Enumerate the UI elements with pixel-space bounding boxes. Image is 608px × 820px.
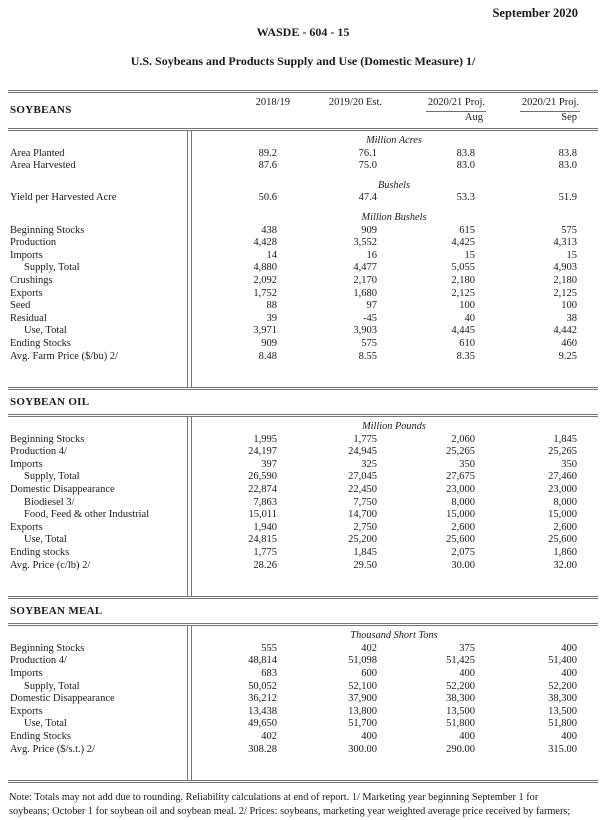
cell-value: 8,000 [451, 496, 475, 508]
row-label: Domestic Disappearance [10, 484, 115, 496]
section-body-soybean-meal [8, 626, 598, 780]
cell-value: -45 [363, 312, 377, 324]
cell-value: 290.00 [446, 743, 475, 755]
unit-label: Thousand Short Tons [350, 630, 438, 642]
cell-value: 397 [261, 458, 277, 470]
table-row [8, 338, 598, 351]
cell-value: 1,940 [253, 521, 277, 533]
cell-value: 24,197 [248, 446, 277, 458]
row-label: Avg. Price ($/s.t.) 2/ [10, 743, 95, 755]
cell-value: 37,900 [348, 693, 377, 705]
cell-value: 51,800 [548, 718, 577, 730]
cell-value: 26,590 [248, 471, 277, 483]
cell-value: 13,438 [248, 705, 277, 717]
cell-value: 52,100 [348, 680, 377, 692]
table-row [8, 497, 598, 510]
table-row [8, 300, 598, 313]
row-label: Supply, Total [24, 680, 80, 692]
cell-value: 909 [261, 337, 277, 349]
row-label: Domestic Disappearance [10, 693, 115, 705]
cell-value: 83.0 [558, 160, 577, 172]
cell-value: 8.55 [358, 350, 377, 362]
cell-value: 89.2 [258, 147, 277, 159]
column-header-block [8, 93, 598, 128]
table-row [8, 509, 598, 522]
section-body-soybeans [8, 131, 598, 387]
cell-value: 315.00 [548, 743, 577, 755]
cell-value: 2,180 [451, 274, 475, 286]
cell-value: 27,045 [348, 471, 377, 483]
table-row [8, 731, 598, 744]
cell-value: 23,000 [548, 484, 577, 496]
cell-value: 909 [361, 224, 377, 236]
cell-value: 4,313 [553, 237, 577, 249]
cell-value: 76.1 [358, 147, 377, 159]
cell-value: 30.00 [451, 559, 475, 571]
cell-value: 27,675 [446, 471, 475, 483]
cell-value: 38,300 [548, 693, 577, 705]
unit-label: Million Acres [366, 135, 422, 146]
unit-row [8, 135, 598, 148]
cell-value: 51,700 [348, 718, 377, 730]
cell-value: 1,995 [253, 433, 277, 445]
table-row [8, 237, 598, 250]
cell-value: 23,000 [446, 484, 475, 496]
cell-value: 402 [361, 642, 377, 654]
table-row [8, 668, 598, 681]
section-title-soybeans: SOYBEANS [10, 104, 72, 116]
table-row [8, 744, 598, 757]
cell-value: 400 [459, 668, 475, 679]
cell-value: 3,903 [353, 325, 377, 337]
cell-value: 2,075 [451, 547, 475, 559]
cell-value: 460 [561, 337, 577, 349]
table-row [8, 471, 598, 484]
cell-value: 438 [261, 224, 277, 236]
section-title-soybean-meal: SOYBEAN MEAL [10, 605, 103, 618]
cell-value: 15,000 [548, 509, 577, 521]
cell-value: 2,170 [353, 274, 377, 286]
row-label: Seed [10, 300, 31, 312]
page-title: U.S. Soybeans and Products Supply and Use (Domestic Measure) 1/ [130, 54, 476, 68]
cell-value: 38,300 [446, 693, 475, 705]
cell-value: 683 [261, 668, 277, 679]
cell-value: 350 [561, 458, 577, 470]
supply-use-table [8, 90, 598, 783]
table-row [8, 706, 598, 719]
cell-value: 22,450 [348, 484, 377, 496]
col-header-2020-21-proj-aug: 2020/21 Proj. [394, 95, 496, 110]
cell-value: 49,650 [248, 718, 277, 730]
row-label: Residual [10, 312, 47, 324]
cell-value: 13,500 [446, 705, 475, 717]
table-row [8, 288, 598, 301]
cell-value: 83.8 [558, 147, 577, 159]
cell-value: 24,945 [348, 446, 377, 458]
cell-value: 8.48 [258, 350, 277, 362]
cell-value: 25,600 [548, 534, 577, 546]
cell-value: 32.00 [553, 559, 577, 571]
cell-value: 555 [261, 642, 277, 654]
cell-value: 51,425 [446, 655, 475, 667]
table-row [8, 560, 598, 573]
table-row [8, 160, 598, 173]
col-header-2019-20-est: 2019/20 Est. [328, 97, 382, 108]
table-row [8, 655, 598, 668]
cell-value: 24,815 [248, 534, 277, 546]
row-label: Area Planted [10, 147, 65, 159]
cell-value: 4,445 [451, 325, 475, 337]
row-label: Imports [10, 249, 43, 261]
row-label: Use, Total [24, 718, 67, 730]
cell-value: 2,092 [253, 274, 277, 286]
cell-value: 4,903 [553, 262, 577, 274]
row-label: Ending stocks [10, 547, 70, 559]
cell-value: 615 [459, 224, 475, 236]
cell-value: 27,460 [548, 471, 577, 483]
cell-value: 2,180 [553, 274, 577, 286]
cell-value: 2,060 [451, 433, 475, 445]
cell-value: 1,680 [353, 287, 377, 299]
cell-value: 52,200 [548, 680, 577, 692]
cell-value: 13,800 [348, 705, 377, 717]
cell-value: 48,814 [248, 655, 277, 667]
cell-value: 350 [459, 458, 475, 470]
row-label: Production 4/ [10, 446, 67, 458]
rule-after-soybean-meal [8, 780, 598, 783]
row-label: Food, Feed & other Industrial [24, 509, 150, 521]
table-row [8, 547, 598, 560]
cell-value: 51,800 [446, 718, 475, 730]
cell-value: 325 [361, 458, 377, 470]
subcol-sep: Sep [561, 112, 577, 123]
row-label: Area Harvested [10, 160, 76, 172]
cell-value: 40 [464, 312, 475, 324]
cell-value: 2,750 [353, 521, 377, 533]
cell-value: 25,600 [446, 534, 475, 546]
table-row [8, 534, 598, 547]
cell-value: 83.0 [456, 160, 475, 172]
cell-value: 15,011 [248, 509, 277, 521]
cell-value: 51.9 [558, 192, 577, 204]
cell-value: 1,860 [553, 547, 577, 559]
table-row [8, 718, 598, 731]
cell-value: 25,200 [348, 534, 377, 546]
cell-value: 50,052 [248, 680, 277, 692]
cell-value: 610 [459, 337, 475, 349]
table-row [8, 484, 598, 497]
cell-value: 375 [459, 642, 475, 654]
table-row [8, 262, 598, 275]
cell-value: 100 [561, 300, 577, 312]
cell-value: 87.6 [258, 160, 277, 172]
cell-value: 75.0 [358, 160, 377, 172]
footnote [8, 791, 598, 819]
row-label: Avg. Farm Price ($/bu) 2/ [10, 350, 118, 362]
cell-value: 4,428 [253, 237, 277, 249]
cell-value: 575 [561, 224, 577, 236]
cell-value: 39 [266, 312, 277, 324]
cell-value: 53.3 [456, 192, 475, 204]
table-row [8, 325, 598, 338]
cell-value: 400 [561, 668, 577, 679]
report-id: WASDE - 604 - 15 [256, 25, 350, 39]
row-label: Use, Total [24, 534, 67, 546]
unit-row [8, 421, 598, 434]
cell-value: 300.00 [348, 743, 377, 755]
cell-value: 51,400 [548, 655, 577, 667]
cell-value: 575 [361, 337, 377, 349]
cell-value: 4,425 [451, 237, 475, 249]
cell-value: 29.50 [353, 559, 377, 571]
table-row [8, 225, 598, 238]
cell-value: 2,125 [553, 287, 577, 299]
cell-value: 25,265 [446, 446, 475, 458]
cell-value: 36,212 [248, 693, 277, 705]
cell-value: 400 [459, 730, 475, 742]
cell-value: 9.25 [558, 350, 577, 362]
table-row [8, 192, 598, 205]
column-header-row [8, 95, 598, 110]
table-row [8, 313, 598, 326]
row-label: Avg. Price (c/lb) 2/ [10, 559, 91, 571]
row-label: Beginning Stocks [10, 433, 85, 445]
unit-row [8, 212, 598, 225]
cell-value: 88 [266, 300, 277, 312]
row-label: Use, Total [24, 325, 67, 337]
table-sections [8, 131, 598, 783]
cell-value: 600 [361, 668, 377, 679]
cell-value: 97 [366, 300, 377, 312]
cell-value: 1,775 [253, 547, 277, 559]
cell-value: 2,600 [553, 521, 577, 533]
report-date: September 2020 [492, 6, 578, 20]
table-row [8, 693, 598, 706]
section-body-soybean-oil [8, 417, 598, 596]
cell-value: 13,500 [548, 705, 577, 717]
cell-value: 15 [464, 249, 475, 261]
table-row [8, 681, 598, 694]
table-row [8, 351, 598, 364]
row-label: Exports [10, 521, 43, 533]
cell-value: 1,845 [553, 433, 577, 445]
cell-value: 50.6 [258, 192, 277, 204]
row-label: Exports [10, 705, 43, 717]
row-label: Imports [10, 458, 43, 470]
row-label: Production [10, 237, 57, 249]
cell-value: 1,775 [353, 433, 377, 445]
cell-value: 4,880 [253, 262, 277, 274]
col-header-2020-21-proj-sep: 2020/21 Proj. [496, 95, 598, 110]
cell-value: 15 [566, 249, 577, 261]
cell-value: 4,442 [553, 325, 577, 337]
unit-label: Bushels [377, 179, 411, 191]
cell-value: 1,845 [353, 547, 377, 559]
cell-value: 14 [266, 249, 277, 261]
footnote-line-1: Note: Totals may not add due to rounding. Reliability calculations at end of report. 1/ Marketing year beginning September 1 for [9, 792, 539, 804]
row-label: Yield per Harvested Acre [10, 192, 117, 204]
unit-label: Million Pounds [362, 421, 426, 433]
cell-value: 3,552 [353, 237, 377, 249]
row-label: Beginning Stocks [10, 224, 85, 236]
table-row [8, 275, 598, 288]
cell-value: 22,874 [248, 484, 277, 496]
cell-value: 7,863 [253, 496, 277, 508]
cell-value: 400 [561, 642, 577, 654]
cell-value: 3,971 [253, 325, 277, 337]
table-row [8, 434, 598, 447]
row-label: Beginning Stocks [10, 642, 85, 654]
cell-value: 5,055 [451, 262, 475, 274]
table-row [8, 459, 598, 472]
row-label: Ending Stocks [10, 730, 71, 742]
row-label: Biodiesel 3/ [24, 496, 75, 508]
cell-value: 100 [459, 300, 475, 312]
cell-value: 8.35 [456, 350, 475, 362]
col-header-2018-19: 2018/19 [255, 97, 290, 108]
cell-value: 4,477 [353, 262, 377, 274]
cell-value: 400 [561, 730, 577, 742]
cell-value: 15,000 [446, 509, 475, 521]
cell-value: 308.28 [248, 743, 277, 755]
cell-value: 25,265 [548, 446, 577, 458]
unit-row [8, 630, 598, 643]
cell-value: 1,752 [253, 287, 277, 299]
row-label: Supply, Total [24, 262, 80, 274]
cell-value: 2,125 [451, 287, 475, 299]
cell-value: 51,098 [348, 655, 377, 667]
row-label: Supply, Total [24, 471, 80, 483]
unit-label: Million Bushels [361, 211, 427, 223]
cell-value: 8,000 [553, 496, 577, 508]
section-title-soybean-oil: SOYBEAN OIL [10, 396, 90, 409]
row-label: Production 4/ [10, 655, 67, 667]
row-label: Exports [10, 287, 43, 299]
table-row [8, 148, 598, 161]
cell-value: 14,700 [348, 509, 377, 521]
footnote-line-2: soybeans; October 1 for soybean oil and soybean meal. 2/ Prices: soybeans, marketing year weighted average price received by farmers; [9, 806, 571, 818]
cell-value: 400 [361, 730, 377, 742]
table-row [8, 522, 598, 535]
cell-value: 402 [261, 730, 277, 742]
cell-value: 47.4 [358, 192, 377, 204]
cell-value: 83.8 [456, 147, 475, 159]
table-row [8, 446, 598, 459]
cell-value: 2,600 [451, 521, 475, 533]
cell-value: 52,200 [446, 680, 475, 692]
cell-value: 16 [366, 249, 377, 261]
unit-row [8, 180, 598, 193]
row-label: Ending Stocks [10, 337, 71, 349]
table-row [8, 250, 598, 263]
row-label: Imports [10, 668, 43, 679]
row-label: Crushings [10, 274, 53, 286]
cell-value: 38 [566, 312, 577, 324]
cell-value: 7,750 [353, 496, 377, 508]
subcolumn-header-row [8, 110, 598, 125]
table-row [8, 643, 598, 656]
cell-value: 28.26 [253, 559, 277, 571]
subcol-aug: Aug [464, 112, 483, 123]
